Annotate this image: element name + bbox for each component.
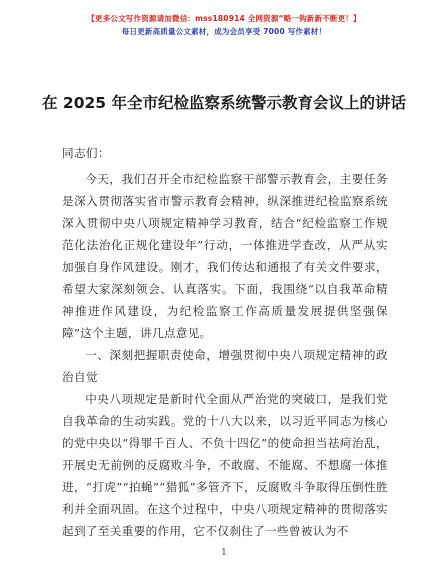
document-title: 在 2025 年全市纪检监察系统警示教育会议上的讲话 (42, 94, 406, 112)
section-heading: 一、深刻把握职责使命，增强贯彻中央八项规定精神的政治自觉 (62, 348, 388, 384)
document-body (62, 168, 388, 542)
body-paragraph: 今天，我们召开全市纪检监察干部警示教育会，主要任务是深入贯彻落实省市警示教育会精神，纵深推进纪检监察系统深入贯彻中央八项规定精神学习教育，结合“纪检监察工作规范化法治化正规化建设年”行动，一体推进学查改，从严从实加强自身作风建设。刚才，我们传达和通报了有关文件要求，希望大家深刻领会、认真落实。下面，我围绕“以自我革命精神推进作风建设，为纪检监察工作高质量发展提供坚强保障”这个主题，讲几点意见。 (62, 172, 388, 340)
salutation: 同志们： (62, 146, 110, 160)
promo-banner-line1: 【更多公文写作资源请加微信：mss180914 全网资源“略一钩新新不断更！】 (87, 14, 361, 23)
promo-banner-line2: 每日更新高质量公文素材，成为会员享受 7000 写作素材！ (121, 27, 327, 36)
body-paragraph: 中央八项规定是新时代全面从严治党的突破口，是我们党自我革命的生动实践。党的十八大以来，以习近平同志为核心的党中央以“得罪千百人、不负十四亿”的使命担当祛疴治乱，开展史无前例的反腐败斗争，不敢腐、不能腐、不想腐一体推进，“打虎”“拍蝇”“猎狐”多管齐下，反腐败斗争取得压倒性胜利并全面巩固。在这个过程中，中央八项规定精神的贯彻落实起到了至关重要的作用，它不仅刹住了一些曾被认为不 (62, 392, 388, 538)
page-number: 1 (221, 548, 227, 558)
